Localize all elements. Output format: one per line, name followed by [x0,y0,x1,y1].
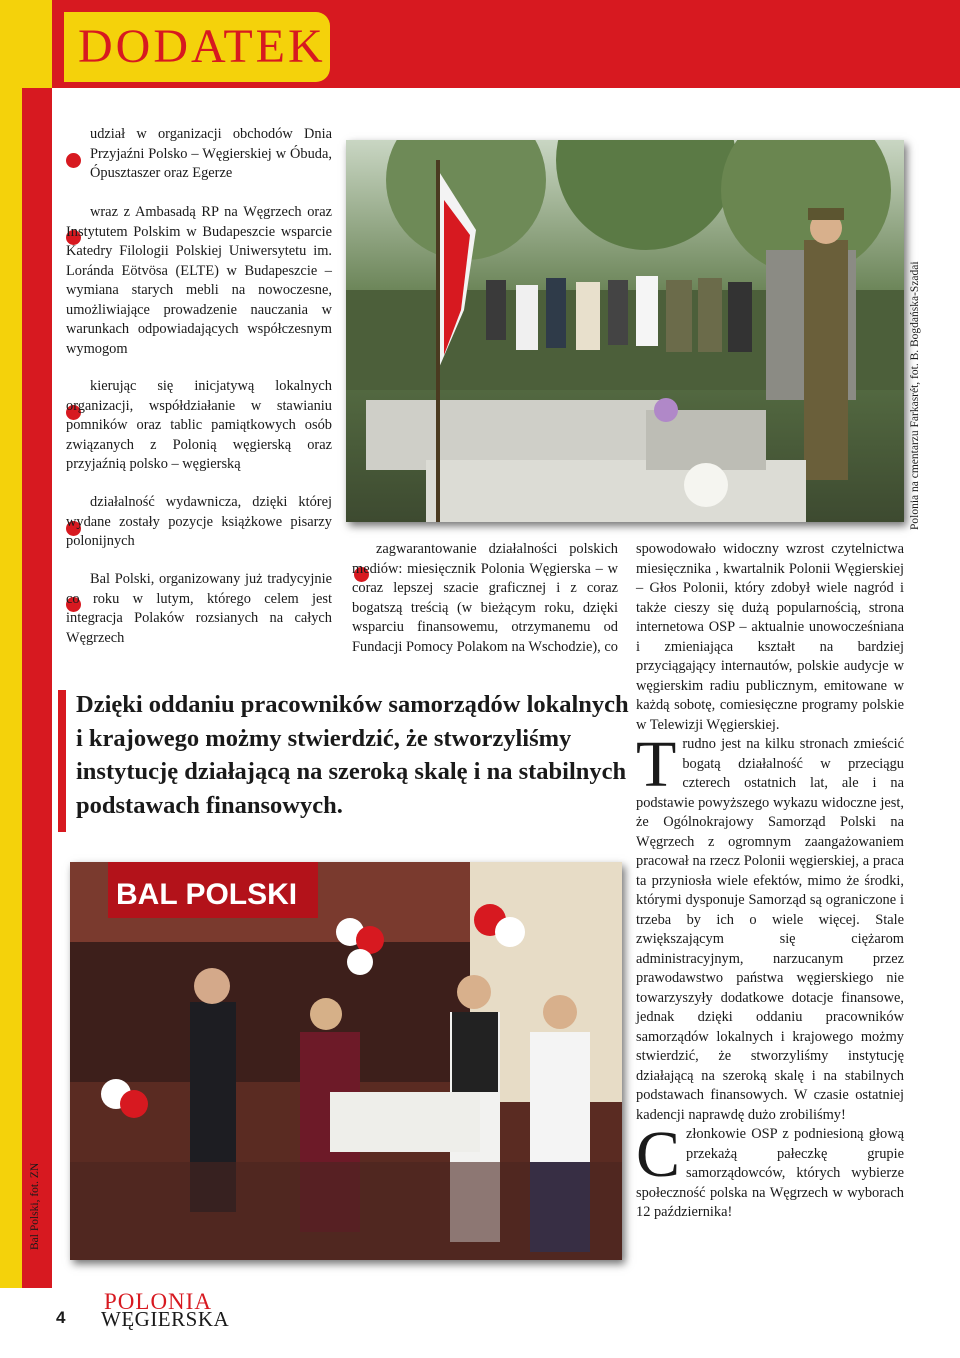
bullet-item-1: udział w organizacji obchodów Dnia Przyjaźni Polsko – Węgierskiej w Óbuda, Ópusztaszer oraz Egerze [90,126,332,181]
left-stripe-yellow [0,88,22,1288]
paragraph-2 [636,728,904,1125]
bullet-item-3: kierując się inicjatywą lokalnych organizacji, współdziałanie w stawianiu pomników oraz tablic pamiątkowych osób związanych z Polonią węgierską oraz przyjaźnią polsko – węgierską [66,378,332,472]
drop-cap-t: T [636,728,677,801]
section-title: DODATEK [78,20,326,73]
left-stripe-red [22,88,52,1288]
logo-wegierska: WĘGIERSKA [101,1307,230,1331]
paragraph-1: spowodowało widoczny wzrost czytelnictwa miesięcznika , kwartalnik Polonii Węgierskiej – Głos Polonii, który zdobył wiele nagród i także cieszy się dużą popularnością, strona internetowa OSP – aktualnie unowocześniana i zmieniająca kształt na bardziej przyciągający internautów, polskie audycje w węgierskim radiu publicznym, emitowane w każdą sobotę, comiesięczne programy polskie w Telewizji Węgierskiej. [636,541,904,733]
bullet-item-6: zagwarantowanie działalności polskich mediów: miesięcznik Polonia Węgierska – w coraz lepszej szacie graficznej i z coraz bogatszą treścią (w bieżącym roku, dzięki wsparciu finansowemu, otrzymanemu od Fundacji Pomocy Polakom na Wschodzie), co [352,541,618,655]
paragraph-3-text: złonkowie OSP z podniesioną głową przekażą pałeczkę grupie samorządowców, których wybierze społeczność polska na Węgrzech w wyborach 12 października! [636,1126,904,1220]
right-column [636,540,904,1223]
pull-quote: Dzięki oddaniu pracowników samorządów lokalnych i krajowego możmy stwierdzić, że stworzyliśmy instytucję działającą na szeroką skalę i na stabilnych podstawach finansowych. [76,691,629,819]
bullet-marker [66,153,81,168]
cemetery-photo [346,140,904,522]
drop-cap-c: C [636,1118,681,1191]
ball-photo [70,862,622,1260]
page-number: 4 [56,1308,66,1327]
bullet-item-5: Bal Polski, organizowany już tradycyjnie co roku w lutym, którego celem jest integracja Polaków rozsianych na całych Węgrzech [66,571,332,646]
bullet-item-2: wraz z Ambasadą RP na Węgrzech oraz Instytutem Polskim w Budapeszcie wsparcie Katedry Filologii Polskiej Uniwersytetu im. Loránda Eötvösa (ELTE) w Budapeszcie – wymiana starych mebli na nowoczesne, umożliwiające prowadzenie nauczania w warunkach odpowiadających współczesnym wymogom [66,204,332,357]
header-accent [0,0,52,88]
ball-banner: BAL POLSKI [116,878,298,911]
ball-illustration [70,862,622,1260]
quote-bar [58,690,66,832]
bullet-item-4: działalność wydawnicza, dzięki której wydane zostały pozycje książkowe pisarzy polonijnych [66,494,332,549]
logo-polonia: POLONIA [104,1289,212,1314]
cemetery-caption: Polonia na cmentarzu Farkasrét, fot. B. Bogdańska-Szadai [909,261,921,530]
ball-caption: Bal Polski, fot. ZN [29,1162,41,1250]
paragraph-3 [636,1118,904,1223]
cemetery-illustration [346,140,904,522]
paragraph-2-text: rudno jest na kilku stronach zmieścić bogatą działalność w przeciągu czterech ostatnich lat, ale i na podstawie powyższego wykazu widoczne jest, że Ogólnokrajowy Samorząd Polski na Węgrzech z ogromnym zaangażowaniem pracował na rzecz Polonii węgierskiej, a praca ta przyniosła wiele efektów, mimo że środki, którymi dysponuje Samorząd są ograniczone i trzeba by ich o wiele więcej. Stale zwiększającym się ciężarom administracyjnym, narzucanym przez prawodawstwo państwa węgierskiego nie towarzyszyły dodatkowe dotacje finansowe, jednak dzięki oddaniu pracowników samorządów lokalnych i krajowego możmy stwierdzić, że stworzyliśmy instytucję działającą na szeroką skalę i na stabilnych podstawach finansowych. W czasie ostatniej kadencji naprawdę dużo zrobiliśmy! [636,736,904,1123]
